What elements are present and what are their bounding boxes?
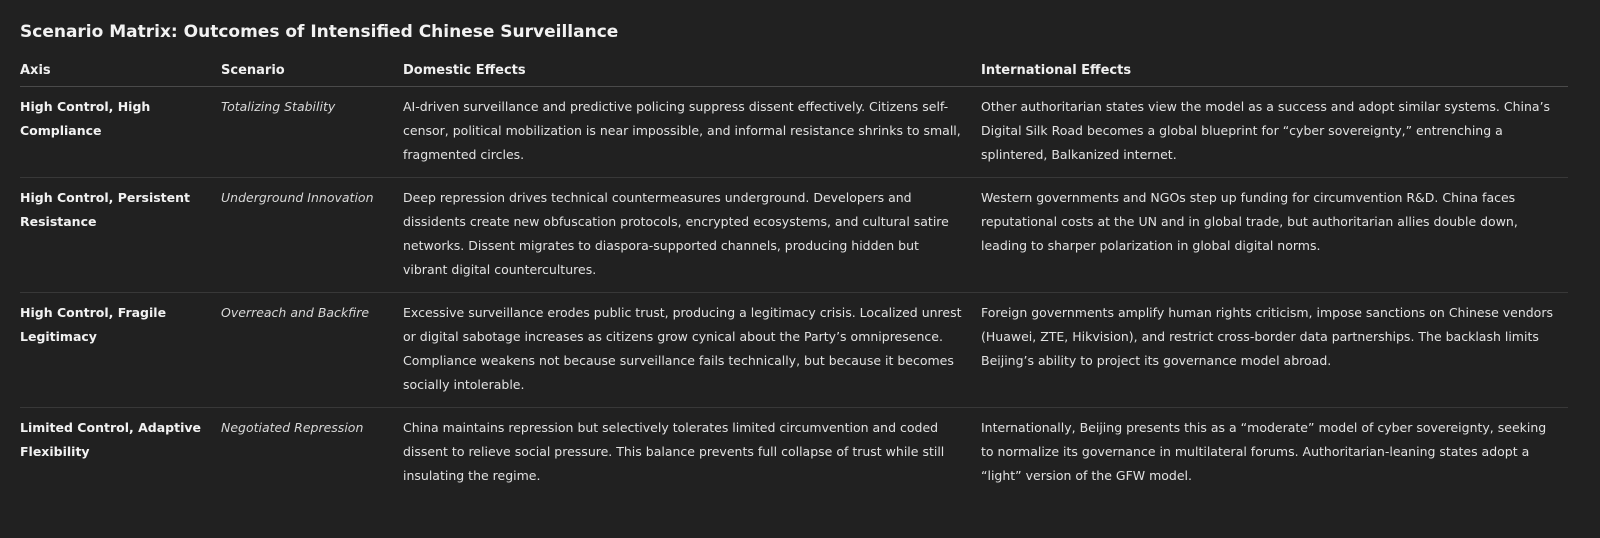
cell-international: Western governments and NGOs step up funding for circumvention R&D. China faces reputational costs at the UN and in global trade, but authoritarian allies double down, leading to sharper polarization in global digital norms. xyxy=(981,178,1568,293)
cell-scenario: Overreach and Backfire xyxy=(221,293,403,408)
table-title: Scenario Matrix: Outcomes of Intensified Chinese Surveillance xyxy=(20,22,619,42)
header-row xyxy=(20,54,1568,87)
cell-international: Foreign governments amplify human rights criticism, impose sanctions on Chinese vendors (Huawei, ZTE, Hikvision), and restrict cross-border data partnerships. The backlash limits Beijing’s ability to project its governance model abroad. xyxy=(981,293,1568,408)
cell-axis: High Control, Fragile Legitimacy xyxy=(20,293,221,408)
header-scenario: Scenario xyxy=(221,54,403,87)
cell-axis: High Control, Persistent Resistance xyxy=(20,178,221,293)
scenario-matrix-table xyxy=(20,54,1568,498)
header-axis: Axis xyxy=(20,54,221,87)
header-domestic-effects: Domestic Effects xyxy=(403,54,981,87)
table-row xyxy=(20,408,1568,499)
cell-international: Other authoritarian states view the model as a success and adopt similar systems. China’s Digital Silk Road becomes a global blueprint for “cyber sovereignty,” entrenching a splintered, Balkanized internet. xyxy=(981,87,1568,178)
cell-scenario: Totalizing Stability xyxy=(221,87,403,178)
cell-axis: High Control, High Compliance xyxy=(20,87,221,178)
cell-domestic: Excessive surveillance erodes public trust, producing a legitimacy crisis. Localized unrest or digital sabotage increases as citizens grow cynical about the Party’s omnipresence. Compliance weakens not because surveillance fails technically, but because it becomes socially intolerable. xyxy=(403,293,981,408)
header-international-effects: International Effects xyxy=(981,54,1568,87)
table-row xyxy=(20,293,1568,408)
table-row xyxy=(20,87,1568,178)
table-row xyxy=(20,178,1568,293)
cell-international: Internationally, Beijing presents this as a “moderate” model of cyber sovereignty, seeking to normalize its governance in multilateral forums. Authoritarian-leaning states adopt a “light” version of the GFW model. xyxy=(981,420,1547,483)
cell-scenario: Negotiated Repression xyxy=(221,420,364,435)
cell-scenario: Underground Innovation xyxy=(221,178,403,293)
cell-axis: Limited Control, Adaptive Flexibility xyxy=(20,420,201,459)
cell-domestic: AI-driven surveillance and predictive policing suppress dissent effectively. Citizens self-censor, political mobilization is near impossible, and informal resistance shrinks to small, fragmented circles. xyxy=(403,87,981,178)
cell-domestic: Deep repression drives technical countermeasures underground. Developers and dissidents create new obfuscation protocols, encrypted ecosystems, and cultural satire networks. Dissent migrates to diaspora-supported channels, producing hidden but vibrant digital countercultures. xyxy=(403,178,981,293)
cell-domestic: China maintains repression but selectively tolerates limited circumvention and coded dissent to relieve social pressure. This balance prevents full collapse of trust while still insulating the regime. xyxy=(403,420,945,483)
